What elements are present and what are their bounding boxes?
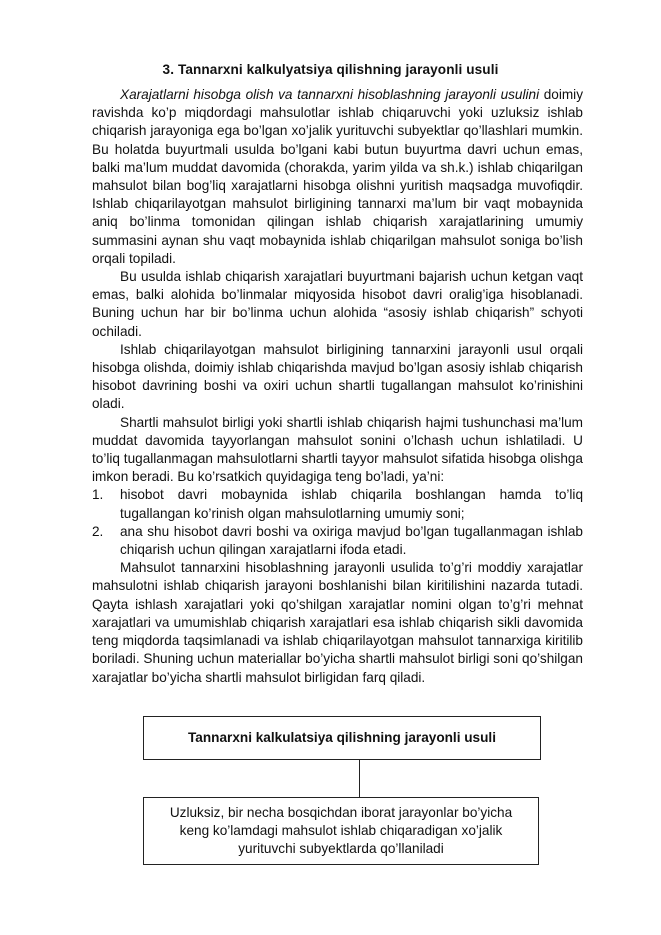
diagram-connector-line (359, 759, 360, 797)
paragraph-closing: Mahsulot tannarxini hisoblashning jarayonli usulida to’g’ri moddiy xarajatlar mahsulotni ishlab chiqarish jarayoni boshlanishi bilan kiritilishini nazarda tutadi. Qayta ishlash xarajatlari yoki qo’shilgan xarajatlar nomini olgan to’g’ri mehnat xarajatlari va umumishlab chiqarish xarajatlari esa ishlab chiqarish sikli davomida teng miqdorda taqsimlanadi va ishlab chiqarilayotgan mahsulot tannarxiga kiritilib boriladi. Shuning uchun materiallar bo’yicha shartli mahsulot birligi soni qo’shilgan xarajatlar bo’yicha shartli mahsulot birligidan farq qiladi. (92, 560, 583, 685)
paragraph: Ishlab chiqarilayotgan mahsulot birligining tannarxini jarayonli usul orqali hisobga olishda, doimiy ishlab chiqarishda mavjud bo’lgan asosiy ishlab chiqarish hisobot davrining boshi va oxiri uchun shartli tugallangan mahsulot ko’rinishini oladi. (92, 341, 583, 412)
paragraph-intro (92, 86, 583, 268)
document-body (92, 86, 583, 687)
paragraph-text: doimiy ravishda ko’p miqdordagi mahsulotlar ishlab chiqaruvchi yoki uzluksiz ishlab chiqarish jarayoniga ega bo’lgan xo’jalik yurituvchi subyektlar qo’llashlari mumkin. Bu holatda buyurtmali usulda bo’lgani kabi butun buyurtma davri uchun emas, balki ma’lum muddat davomida (chorakda, yarim yilda va sh.k.) ishlab chiqarilgan mahsulot bilan bog’liq xarajatlarni hisobga olishni yuritish maqsadga muvofiqdir. Ishlab chiqarilayotgan mahsulot birligining tannarxi ma’lum bir vaqt mobaynida aniq bo’linma tomonidan qilingan ishlab chiqarish xarajatlarining umumiy summasini aynan shu vaqt mobaynida ishlab chiqarilgan mahsulot soniga bo’lish orqali topiladi. (92, 87, 583, 266)
list-item (92, 486, 583, 522)
list-number: 1. (92, 487, 104, 503)
section-heading: 3. Tannarxni kalkulyatsiya qilishning jarayonli usuli (162, 62, 499, 77)
diagram-top-box: Tannarxni kalkulatsiya qilishning jarayonli usuli (143, 716, 541, 760)
diagram-bottom-box: Uzluksiz, bir necha bosqichdan iborat jarayonlar bo’yicha keng ko’lamdagi mahsulot ishlab chiqaradigan xo’jalik yurituvchi subyektlarda qo’llaniladi (143, 797, 539, 865)
paragraph-lead: Xarajatlarni hisobga olish va tannarxni hisoblashning jarayonli usulini (120, 87, 540, 102)
paragraph: Shartli mahsulot birligi yoki shartli ishlab chiqarish hajmi tushunchasi ma’lum muddat davomida tayyorlangan mahsulot sonini o’lchash uchun ishlatiladi. U to’liq tugallanmagan mahsulotlarni shartli tayyor mahsulot sifatida hisobga olishga imkon beradi. Bu ko’rsatkich quyidagiga teng bo’ladi, ya’ni: (92, 414, 583, 485)
list-item (92, 523, 583, 559)
paragraph: Bu usulda ishlab chiqarish xarajatlari buyurtmani bajarish uchun ketgan vaqt emas, balki alohida bo’linmalar miqyosida hisobot davri oralig’iga hisoblanadi. Buning uchun har bir bo’linma uchun alohida “asosiy ishlab chiqarish” schyoti ochiladi. (92, 269, 583, 339)
list-text: ana shu hisobot davri boshi va oxiriga mavjud bo’lgan tugallanmagan ishlab chiqarish uchun qilingan xarajatlarni ifoda etadi. (120, 523, 583, 558)
numbered-list (92, 486, 583, 559)
list-number: 2. (92, 523, 104, 539)
list-text: hisobot davri mobaynida ishlab chiqarila boshlangan hamda to’liq tugallangan ko’rinish olgan mahsulotlarning umumiy soni; (120, 487, 583, 521)
